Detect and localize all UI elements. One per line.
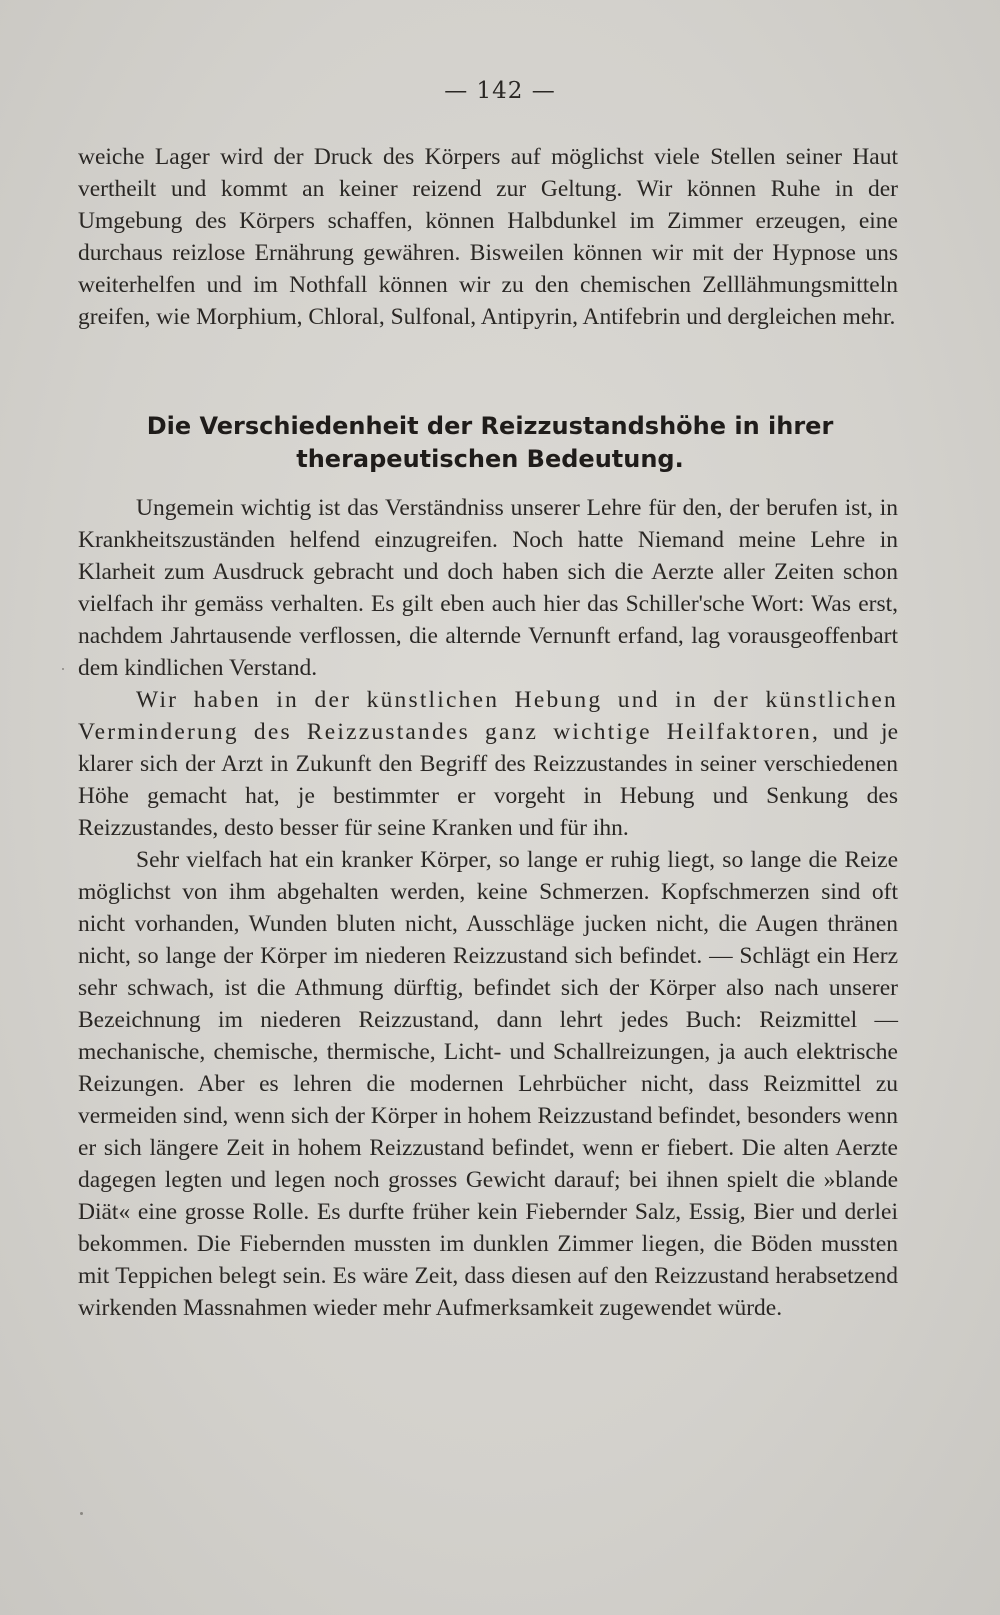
intro-paragraph: weiche Lager wird der Druck des Körpers auf möglichst viele Stellen seiner Haut vertheilt und kommt an keiner reizend zur Geltung. Wir können Ruhe in der Umgebung des Körpers schaffen, können Halbdunkel im Zimmer erzeugen, eine durchaus reizlose Ernährung gewähren. Bisweilen können wir mit der Hypnose uns weiterhelfen und im Nothfall können wir zu den chemischen Zelllähmungsmitteln greifen, wie Morphium, Chloral, Sulfonal, Antipyrin, Antifebrin und dergleichen mehr. (78, 144, 898, 330)
section-body (78, 492, 898, 1324)
page-number: — 142 — (444, 78, 556, 104)
intro-text (78, 141, 898, 333)
paragraph-1: Ungemein wichtig ist das Verständniss unserer Lehre für den, der berufen ist, in Krankheitszuständen helfend einzugreifen. Noch hatte Niemand meine Lehre in Klarheit zum Ausdruck gebracht und doch haben sich die Aerzte aller Zeiten schon vielfach ihr gemäss verhalten. Es gilt eben auch hier das Schiller'sche Wort: Was erst, nachdem Jahrtausende verflossen, die alternde Vernunft erfand, lag vorausgeoffenbart dem kindlichen Verstand. (78, 495, 898, 681)
section-heading-line-2: therapeutischen Bedeutung. (296, 445, 684, 473)
paper-speck (80, 1512, 83, 1515)
section-heading (110, 410, 870, 476)
paragraph-3: Sehr vielfach hat ein kranker Körper, so lange er ruhig liegt, so lange die Reize möglichst von ihm abgehalten werden, keine Schmerzen. Kopfschmerzen sind oft nicht vorhanden, Wunden bluten nicht, Ausschläge jucken nicht, die Augen thränen nicht, so lange der Körper im niederen Reizzustand sich befindet. — Schlägt ein Herz sehr schwach, ist die Athmung dürftig, befindet sich der Körper also nach unserer Bezeichnung im niederen Reizzustand, dann lehrt jedes Buch: Reizmittel — mechanische, chemische, thermische, Licht- und Schallreizungen, ja auch elektrische Reizungen. Aber es lehren die modernen Lehrbücher nicht, dass Reizmittel zu vermeiden sind, wenn sich der Körper in hohem Reizzustand befindet, besonders wenn er sich längere Zeit in hohem Reizzustand befindet, wenn er fiebert. Die alten Aerzte dagegen legten und legen noch grosses Gewicht darauf; bei ihnen spielt die »blande Diät« eine grosse Rolle. Es durfte früher kein Fiebernder Salz, Essig, Bier und derlei bekommen. Die Fiebernden mussten im dunklen Zimmer liegen, die Böden mussten mit Teppichen belegt sein. Es wäre Zeit, dass diesen auf den Reizzustand herabsetzend wirkenden Massnahmen wieder mehr Aufmerksamkeit zugewendet würde. (78, 847, 898, 1321)
paragraph-2 (78, 684, 898, 844)
section-heading-line-1: Die Verschiedenheit der Reizzustandshöhe in ihrer (146, 412, 834, 440)
paragraph-2-rest: und je klarer sich der Arzt in Zukunft den Begriff des Reizzustandes in seiner verschiedenen Höhe gemacht hat, je bestimmter er vorgeht in Hebung und Senkung des Reizzustandes, desto besser für seine Kranken und für ihn. (78, 719, 898, 841)
paragraph-2-emphasis: Wir haben in der künstlichen Hebung und in der künstlichen Verminderung des Reizzustandes ganz wichtige Heilfaktoren, (78, 687, 898, 745)
paper-speck (62, 668, 64, 670)
